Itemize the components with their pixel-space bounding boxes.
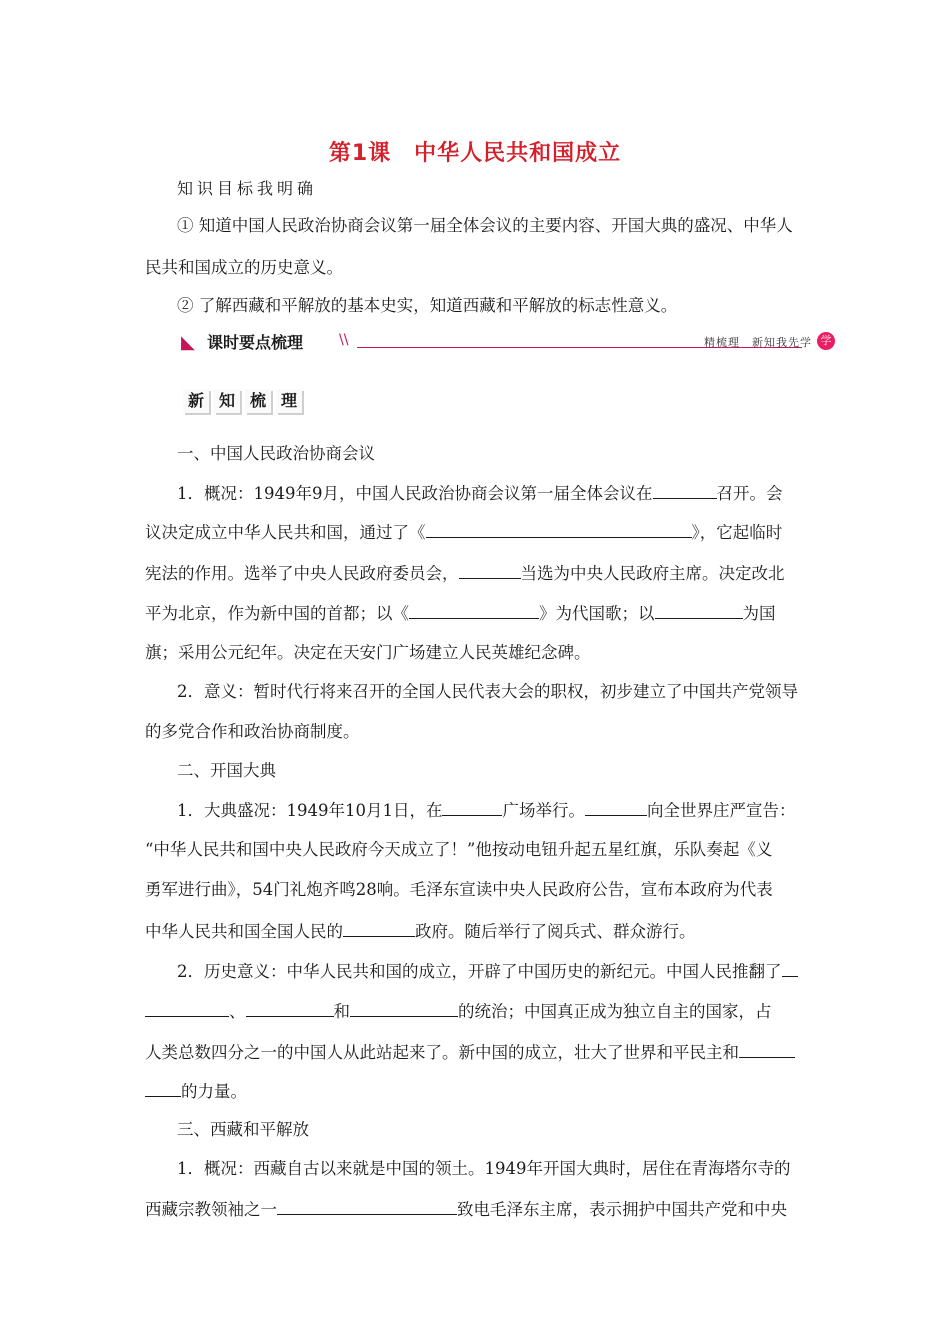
section-subtitle: 知识目标我明确	[177, 179, 318, 198]
goal-1-line-a: ① 知道中国人民政治协商会议第一届全体会议的主要内容、开国大典的盛况、中华人	[177, 216, 793, 235]
paragraph-line: 的力量。	[145, 1078, 810, 1104]
new-knowledge-header	[183, 389, 307, 413]
fill-blank[interactable]	[782, 958, 798, 977]
fill-blank[interactable]	[145, 998, 229, 1017]
slash-icon: ◣	[181, 332, 195, 353]
paragraph-line: 1．大典盛况：1949年10月1日，在 广场举行。 向全世界庄严宣告：	[177, 797, 810, 823]
paragraph-line: 宪法的作用。选举了中央人民政府委员会， 当选为中央人民政府主席。决定改北	[145, 560, 810, 586]
paragraph-line: 平为北京，作为新中国的首都；以《 》为代国歌；以 为国	[145, 600, 810, 626]
paragraph-line: 、 和 的统治；中国真正成为独立自主的国家，占	[145, 998, 810, 1024]
header-char: 知	[214, 389, 240, 413]
paragraph-line: 2．意义：暂时代行将来召开的全国人民代表大会的职权，初步建立了中国共产党领导	[177, 682, 798, 701]
header-char: 新	[183, 389, 209, 413]
section-heading-2: 二、开国大典	[177, 761, 276, 780]
goal-1-line-b: 民共和国成立的历史意义。	[145, 258, 343, 277]
page-title: 第1课 中华人民共和国成立	[328, 141, 622, 166]
fill-blank[interactable]	[350, 998, 458, 1017]
paragraph-line: 人类总数四分之一的中国人从此站起来了。新中国的成立，壮大了世界和平民主和	[145, 1039, 810, 1065]
paragraph-line: 西藏宗教领袖之一 致电毛泽东主席，表示拥护中国共产党和中央	[145, 1196, 810, 1222]
paragraph-line: 中华人民共和国全国人民的 政府。随后举行了阅兵式、群众游行。	[145, 918, 810, 944]
fill-blank[interactable]	[145, 1078, 181, 1097]
paragraph-line: “中华人民共和国中央人民政府今天成立了！”他按动电钮升起五星红旗，乐队奏起《义	[145, 840, 773, 859]
paragraph-line: 勇军进行曲》，54门礼炮齐鸣28响。毛泽东宣读中央人民政府公告，宣布本政府为代表	[145, 880, 773, 899]
section-heading-1: 一、中国人民政治协商会议	[177, 444, 375, 463]
paragraph-line: 的多党合作和政治协商制度。	[145, 722, 360, 741]
banner-title: 课时要点梳理	[207, 333, 304, 352]
banner-right-text: 精梳理 新知我先学	[704, 336, 812, 349]
fill-blank[interactable]	[277, 1196, 457, 1215]
fill-blank[interactable]	[459, 560, 521, 579]
section-banner	[177, 330, 837, 352]
double-slash-icon: \\	[339, 332, 349, 348]
study-badge: 学	[817, 332, 835, 350]
paragraph-line: 1．概况：1949年9月，中国人民政治协商会议第一届全体会议在 召开。会	[177, 480, 810, 506]
header-char: 梳	[245, 389, 271, 413]
paragraph-line: 议决定成立中华人民共和国，通过了《 》，它起临时	[145, 519, 810, 545]
fill-blank[interactable]	[409, 600, 539, 619]
fill-blank[interactable]	[585, 797, 647, 816]
paragraph-line: 旗；采用公元纪年。决定在天安门广场建立人民英雄纪念碑。	[145, 643, 591, 662]
fill-blank[interactable]	[426, 519, 692, 538]
fill-blank[interactable]	[739, 1039, 795, 1058]
header-char: 理	[276, 389, 302, 413]
fill-blank[interactable]	[246, 998, 334, 1017]
fill-blank[interactable]	[653, 480, 717, 499]
fill-blank[interactable]	[343, 918, 415, 937]
section-heading-3: 三、西藏和平解放	[177, 1120, 309, 1139]
paragraph-line: 1．概况：西藏自古以来就是中国的领土。1949年开国大典时，居住在青海塔尔寺的	[177, 1159, 791, 1178]
paragraph-line: 2．历史意义：中华人民共和国的成立，开辟了中国历史的新纪元。中国人民推翻了	[177, 958, 810, 984]
fill-blank[interactable]	[442, 797, 502, 816]
fill-blank[interactable]	[655, 600, 743, 619]
goal-2: ② 了解西藏和平解放的基本史实，知道西藏和平解放的标志性意义。	[177, 296, 678, 315]
